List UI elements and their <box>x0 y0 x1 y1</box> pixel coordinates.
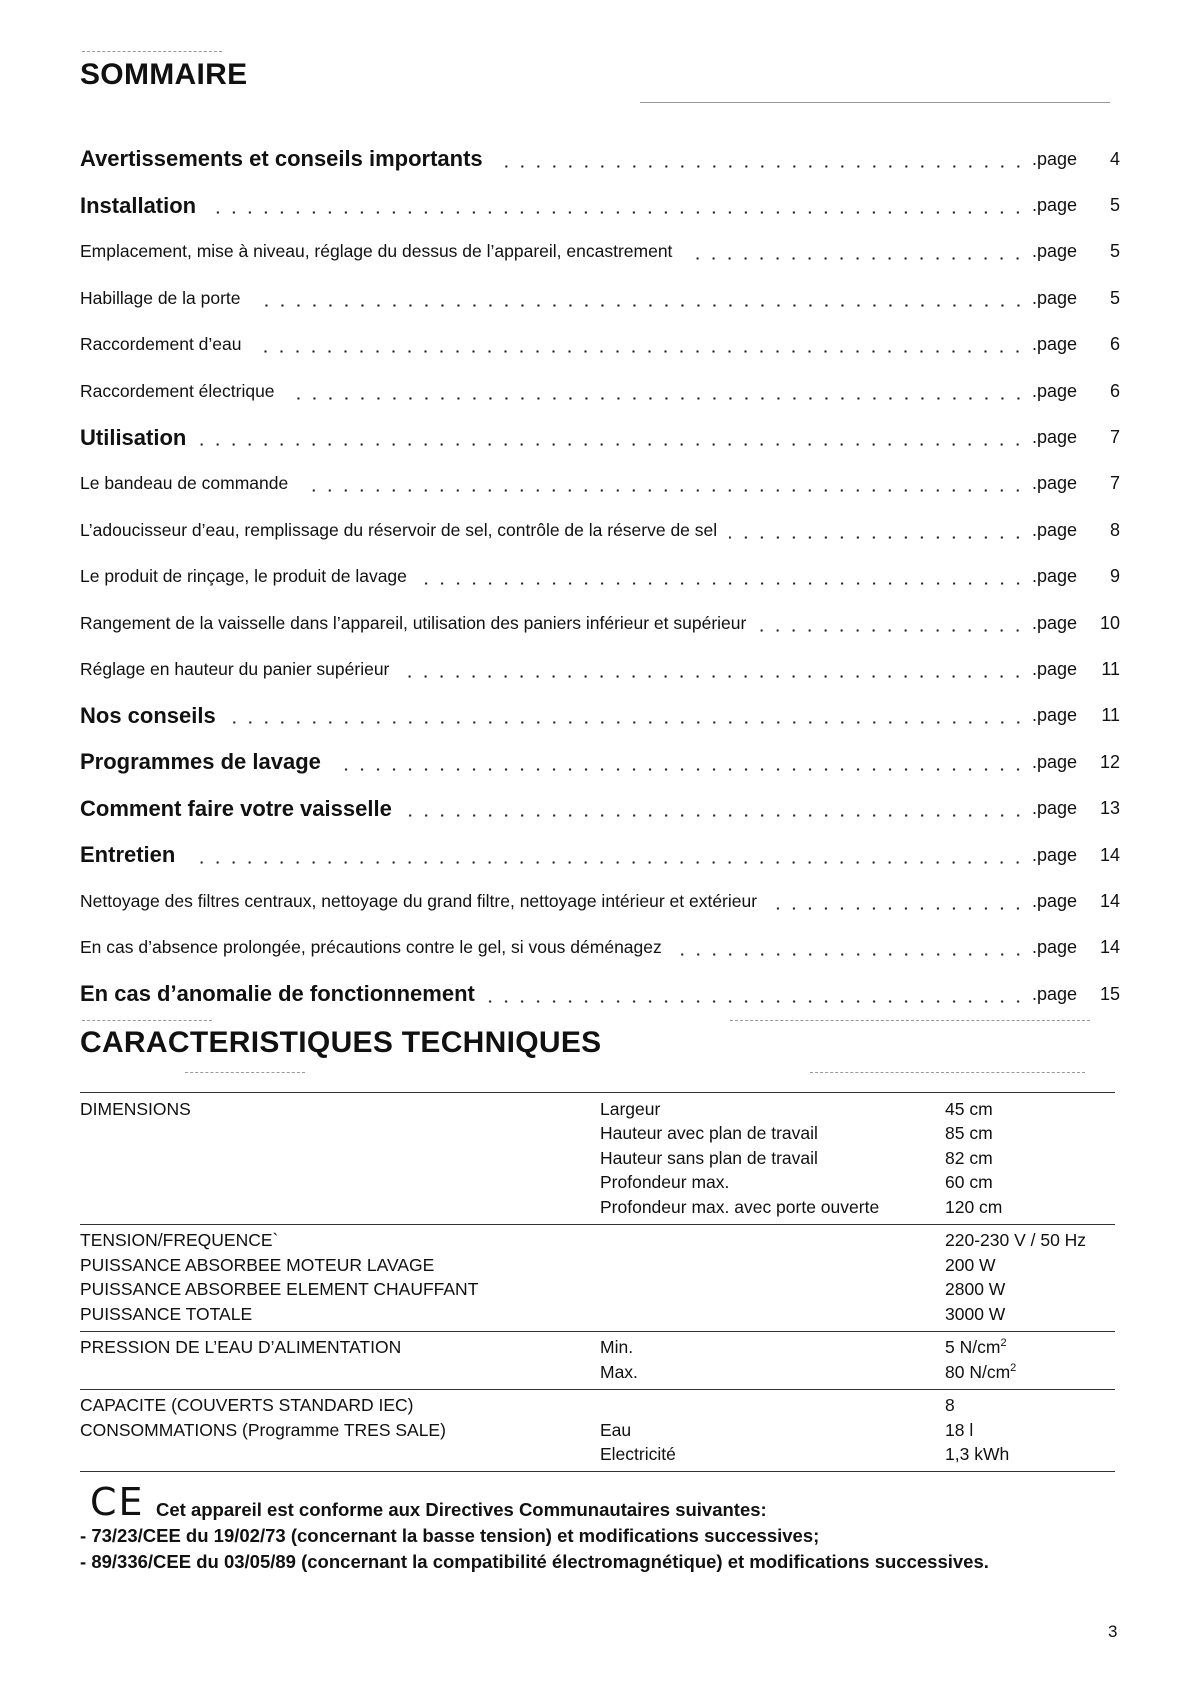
spec-value-text: 3000 W <box>945 1303 1006 1324</box>
toc-entry <box>80 832 1120 878</box>
toc-page-label: .page <box>1032 983 1078 1004</box>
toc-page-label: .page <box>1032 751 1078 772</box>
toc-entry <box>80 229 1120 275</box>
toc-page-label: .page <box>1032 566 1078 587</box>
table-of-contents <box>80 136 1120 1017</box>
spec-value-text: 5 N/cm <box>945 1337 1001 1358</box>
toc-page-number: 11 <box>1101 705 1120 726</box>
toc-leader-dots <box>487 1000 1026 1003</box>
spec-label: PUISSANCE ABSORBEE MOTEUR LAVAGE <box>80 1254 435 1275</box>
toc-page-label: .page <box>1032 658 1078 679</box>
spec-label: PUISSANCE ABSORBEE ELEMENT CHAUFFANT <box>80 1279 479 1300</box>
spec-row <box>80 1336 1115 1361</box>
spec-value-text: 60 cm <box>945 1172 993 1193</box>
toc-entry <box>80 554 1120 600</box>
spec-value-text: 2800 W <box>945 1279 1006 1300</box>
toc-page-label: .page <box>1032 380 1078 401</box>
toc-entry-title: Habillage de la porte <box>80 288 247 309</box>
toc-page-number: 14 <box>1099 937 1120 958</box>
toc-page-label: .page <box>1032 612 1078 633</box>
toc-leader-dots <box>758 629 1026 632</box>
toc-page-number: 4 <box>1109 148 1120 169</box>
toc-entry-title: En cas d’absence prolongée, précautions contre le gel, si vous déménagez <box>80 937 668 958</box>
spec-label: PUISSANCE TOTALE <box>80 1303 253 1324</box>
toc-entry-title: Entretien <box>80 842 181 868</box>
toc-leader-dots <box>228 721 1026 724</box>
toc-page-label: .page <box>1032 473 1078 494</box>
toc-entry-title: Emplacement, mise à niveau, réglage du dessus de l’appareil, encastrement <box>80 241 678 262</box>
sommaire-title: SOMMAIRE <box>80 58 248 91</box>
spec-value <box>945 1337 1115 1358</box>
toc-page-label: .page <box>1032 937 1078 958</box>
toc-page-label: .page <box>1032 241 1078 262</box>
spec-value-text: 45 cm <box>945 1098 993 1119</box>
toc-page-number: 7 <box>1109 427 1120 448</box>
spec-row <box>80 1443 1115 1468</box>
spec-sublabel: Eau <box>600 1419 632 1440</box>
toc-leader-dots <box>208 211 1026 214</box>
toc-entry <box>80 925 1120 971</box>
spec-sublabel: Largeur <box>600 1098 661 1119</box>
toc-entry <box>80 971 1120 1017</box>
toc-entry-title: Avertissements et conseils importants <box>80 146 489 172</box>
toc-page-number: 6 <box>1109 334 1120 355</box>
toc-entry-title: Programmes de lavage <box>80 749 327 775</box>
toc-entry <box>80 414 1120 460</box>
toc-page-label: .page <box>1032 844 1078 865</box>
toc-page-number: 9 <box>1109 566 1120 587</box>
toc-entry <box>80 275 1120 321</box>
toc-leader-dots <box>419 582 1026 585</box>
toc-entry <box>80 600 1120 646</box>
toc-leader-dots <box>253 304 1026 307</box>
toc-leader-dots <box>287 397 1026 400</box>
toc-entry <box>80 461 1120 507</box>
toc-entry-title: Rangement de la vaisselle dans l’appareil, utilisation des paniers inférieur et supérieur <box>80 613 752 634</box>
spec-sublabel: Electricité <box>600 1444 676 1465</box>
spec-value-text: 120 cm <box>945 1196 1003 1217</box>
spec-sublabel: Profondeur max. avec porte ouverte <box>600 1196 880 1217</box>
toc-entry <box>80 136 1120 182</box>
spec-row <box>80 1097 1115 1122</box>
toc-entry-title: Utilisation <box>80 425 192 451</box>
toc-leader-dots <box>401 675 1026 678</box>
spec-value <box>945 1230 1115 1251</box>
specs-rule-top-right <box>730 1020 1090 1021</box>
toc-page-label: .page <box>1032 148 1078 169</box>
spec-label: DIMENSIONS <box>80 1098 191 1119</box>
spec-value-exponent: 2 <box>1010 1361 1017 1374</box>
spec-value <box>945 1123 1115 1144</box>
toc-leader-dots <box>333 768 1026 771</box>
toc-page-number: 13 <box>1099 798 1120 819</box>
toc-entry <box>80 693 1120 739</box>
toc-page-number: 5 <box>1109 287 1120 308</box>
toc-page-number: 8 <box>1109 519 1120 540</box>
spec-group <box>80 1390 1115 1473</box>
toc-leader-dots <box>495 165 1026 168</box>
spec-row <box>80 1229 1115 1254</box>
spec-row <box>80 1146 1115 1171</box>
toc-page-number: 15 <box>1099 983 1120 1004</box>
conformity-statement <box>80 1497 1140 1575</box>
spec-value-text: 220-230 V / 50 Hz <box>945 1230 1087 1251</box>
toc-entry <box>80 182 1120 228</box>
toc-entry-title: Le bandeau de commande <box>80 473 294 494</box>
spec-row <box>80 1302 1115 1327</box>
page-number: 3 <box>1108 1622 1118 1641</box>
toc-entry-title: L’adoucisseur d’eau, remplissage du réservoir de sel, contrôle de la réserve de sel <box>80 520 723 541</box>
spec-value <box>945 1172 1115 1193</box>
toc-page-number: 7 <box>1109 473 1120 494</box>
toc-entry <box>80 368 1120 414</box>
spec-row <box>80 1360 1115 1385</box>
spec-group <box>80 1225 1115 1332</box>
spec-sublabel: Min. <box>600 1337 634 1358</box>
toc-entry-title: Raccordement d’eau <box>80 334 247 355</box>
technical-specifications-table <box>80 1092 1115 1472</box>
toc-entry <box>80 785 1120 831</box>
spec-value <box>945 1279 1115 1300</box>
spec-row <box>80 1418 1115 1443</box>
toc-entry-title: En cas d’anomalie de fonctionnement <box>80 981 481 1007</box>
spec-value <box>945 1255 1115 1276</box>
toc-entry-title: Le produit de rinçage, le produit de lavage <box>80 566 413 587</box>
toc-page-number: 10 <box>1099 612 1120 633</box>
spec-value <box>945 1148 1115 1169</box>
toc-leader-dots <box>253 350 1026 353</box>
spec-label: TENSION/FREQUENCE` <box>80 1230 279 1251</box>
spec-value-text: 8 <box>945 1395 955 1416</box>
spec-label: PRESSION DE L’EAU D’ALIMENTATION <box>80 1337 402 1358</box>
specs-rule-under-left <box>185 1072 305 1073</box>
specs-rule-under-right <box>810 1072 1085 1073</box>
conformity-heading: Cet appareil est conforme aux Directives Communautaires suivantes: <box>156 1499 767 1520</box>
conformity-item: - 73/23/CEE du 19/02/73 (concernant la basse tension) et modifications successives; <box>80 1523 1140 1549</box>
conformity-item: - 89/336/CEE du 03/05/89 (concernant la compatibilité électromagnétique) et modifications successives. <box>80 1549 1140 1575</box>
spec-row <box>80 1122 1115 1147</box>
toc-leader-dots <box>674 953 1026 956</box>
toc-leader-dots <box>769 907 1026 910</box>
toc-page-label: .page <box>1032 519 1078 540</box>
toc-page-label: .page <box>1032 334 1078 355</box>
toc-entry <box>80 739 1120 785</box>
toc-entry-title: Nettoyage des filtres centraux, nettoyage du grand filtre, nettoyage intérieur et extérieur <box>80 891 763 912</box>
spec-value-text: 80 N/cm <box>945 1361 1011 1382</box>
toc-entry-title: Installation <box>80 193 202 219</box>
spec-row <box>80 1171 1115 1196</box>
toc-page-number: 14 <box>1099 844 1120 865</box>
spec-value-exponent: 2 <box>1000 1337 1007 1350</box>
spec-value-text: 200 W <box>945 1254 996 1275</box>
toc-page-number: 5 <box>1109 195 1120 216</box>
toc-page-number: 5 <box>1109 241 1120 262</box>
spec-value <box>945 1099 1115 1120</box>
toc-page-number: 12 <box>1099 751 1120 772</box>
spec-label: CAPACITE (COUVERTS STANDARD IEC) <box>80 1395 414 1416</box>
toc-entry-title: Comment faire votre vaisselle <box>80 796 398 822</box>
toc-page-label: .page <box>1032 195 1078 216</box>
ce-mark-icon: CE <box>90 1480 145 1524</box>
toc-entry-title: Raccordement électrique <box>80 381 281 402</box>
toc-entry <box>80 322 1120 368</box>
spec-sublabel: Profondeur max. <box>600 1172 730 1193</box>
spec-value-text: 82 cm <box>945 1147 993 1168</box>
toc-page-label: .page <box>1032 287 1078 308</box>
spec-value <box>945 1362 1115 1383</box>
toc-leader-dots <box>404 814 1026 817</box>
spec-value-text: 85 cm <box>945 1123 993 1144</box>
toc-page-label: .page <box>1032 705 1078 726</box>
toc-page-number: 11 <box>1101 658 1120 679</box>
specs-rule-top-left <box>82 1020 212 1021</box>
title-rule-top <box>82 51 222 52</box>
spec-row <box>80 1278 1115 1303</box>
toc-entry <box>80 878 1120 924</box>
toc-entry-title: Réglage en hauteur du panier supérieur <box>80 659 395 680</box>
toc-page-label: .page <box>1032 427 1078 448</box>
toc-page-number: 14 <box>1099 890 1120 911</box>
spec-group <box>80 1092 1115 1225</box>
spec-sublabel: Hauteur avec plan de travail <box>600 1123 818 1144</box>
toc-entry-title: Nos conseils <box>80 703 222 729</box>
spec-row <box>80 1253 1115 1278</box>
spec-value <box>945 1197 1115 1218</box>
spec-row <box>80 1394 1115 1419</box>
toc-entry <box>80 507 1120 553</box>
spec-row <box>80 1195 1115 1220</box>
toc-leader-dots <box>187 861 1026 864</box>
specs-title: CARACTERISTIQUES TECHNIQUES <box>80 1026 602 1059</box>
spec-value <box>945 1395 1115 1416</box>
toc-leader-dots <box>300 489 1026 492</box>
toc-leader-dots <box>729 536 1026 539</box>
toc-page-label: .page <box>1032 890 1078 911</box>
spec-group <box>80 1332 1115 1390</box>
spec-label: CONSOMMATIONS (Programme TRES SALE) <box>80 1419 446 1440</box>
toc-leader-dots <box>684 257 1026 260</box>
toc-leader-dots <box>198 443 1026 446</box>
spec-value <box>945 1444 1115 1465</box>
spec-sublabel: Hauteur sans plan de travail <box>600 1147 818 1168</box>
toc-page-number: 6 <box>1109 380 1120 401</box>
spec-value <box>945 1420 1115 1441</box>
title-rule-right <box>640 102 1110 103</box>
spec-value <box>945 1304 1115 1325</box>
toc-entry <box>80 646 1120 692</box>
spec-value-text: 1,3 kWh <box>945 1444 1010 1465</box>
toc-page-label: .page <box>1032 798 1078 819</box>
spec-sublabel: Max. <box>600 1361 638 1382</box>
spec-value-text: 18 l <box>945 1419 974 1440</box>
